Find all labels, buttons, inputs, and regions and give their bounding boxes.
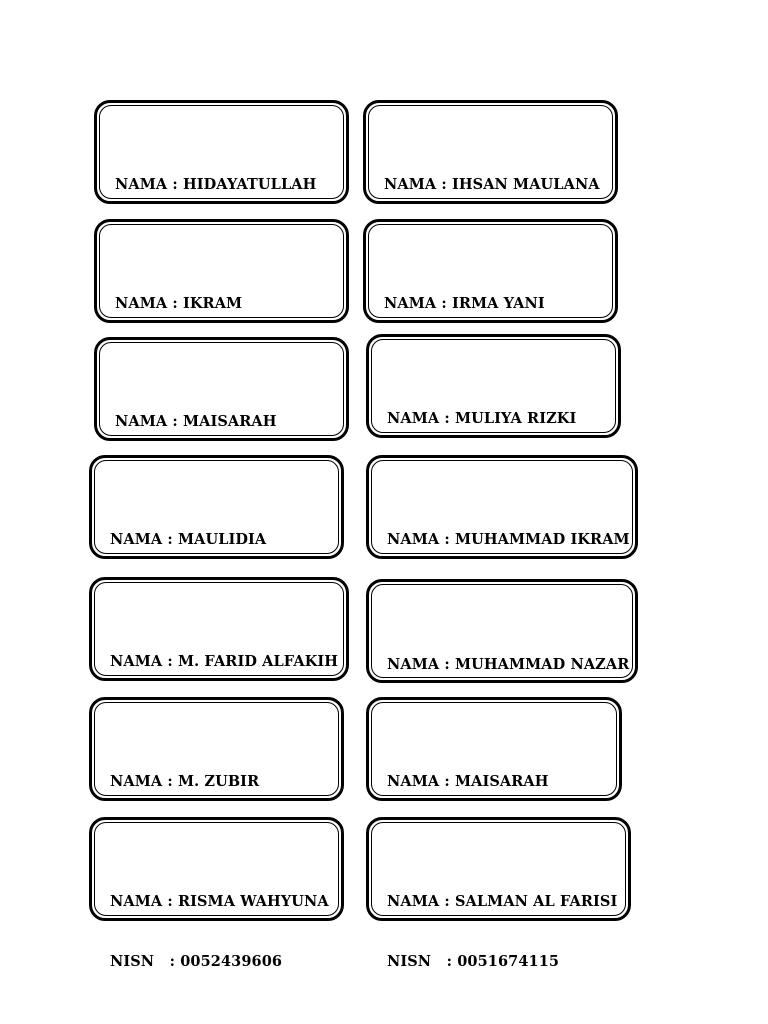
student-name: NAMA : M. FARID ALFAKIH	[110, 653, 339, 670]
student-nisn: NISN : 0052439606	[110, 953, 283, 970]
student-name: NAMA : MUHAMMAD IKRAM	[387, 531, 630, 548]
student-name: NAMA : MUHAMMAD NAZAR	[387, 656, 630, 673]
label-text-block	[110, 852, 329, 1012]
student-name: NAMA : MULIYA RIZKI	[387, 410, 577, 427]
student-name: NAMA : IHSAN MAULANA	[384, 176, 600, 193]
name-label-card	[89, 577, 349, 681]
name-label-card	[366, 334, 621, 438]
student-name: NAMA : IKRAM	[115, 295, 243, 312]
student-name: NAMA : RISMA WAHYUNA	[110, 893, 329, 910]
name-label-card	[366, 579, 638, 683]
student-nisn: NISN : 0051674115	[387, 953, 560, 970]
student-name: NAMA : M. ZUBIR	[110, 773, 260, 790]
label-text-block	[387, 852, 617, 1012]
student-name: NAMA : HIDAYATULLAH	[115, 176, 317, 193]
name-label-card	[94, 219, 349, 323]
student-name: NAMA : MAULIDIA	[110, 531, 267, 548]
student-name: NAMA : IRMA YANI	[384, 295, 545, 312]
student-name: NAMA : MAISARAH	[387, 773, 549, 790]
student-name: NAMA : SALMAN AL FARISI	[387, 893, 618, 910]
student-name: NAMA : MAISARAH	[115, 413, 277, 430]
name-label-card	[366, 455, 638, 559]
name-label-card	[94, 337, 349, 441]
name-label-card	[366, 697, 622, 801]
name-label-card	[89, 455, 344, 559]
name-label-card	[363, 219, 618, 323]
name-label-card	[366, 817, 631, 970]
name-label-card	[89, 697, 344, 801]
name-label-card	[89, 817, 344, 970]
name-label-card	[363, 100, 618, 204]
name-label-card	[94, 100, 349, 204]
